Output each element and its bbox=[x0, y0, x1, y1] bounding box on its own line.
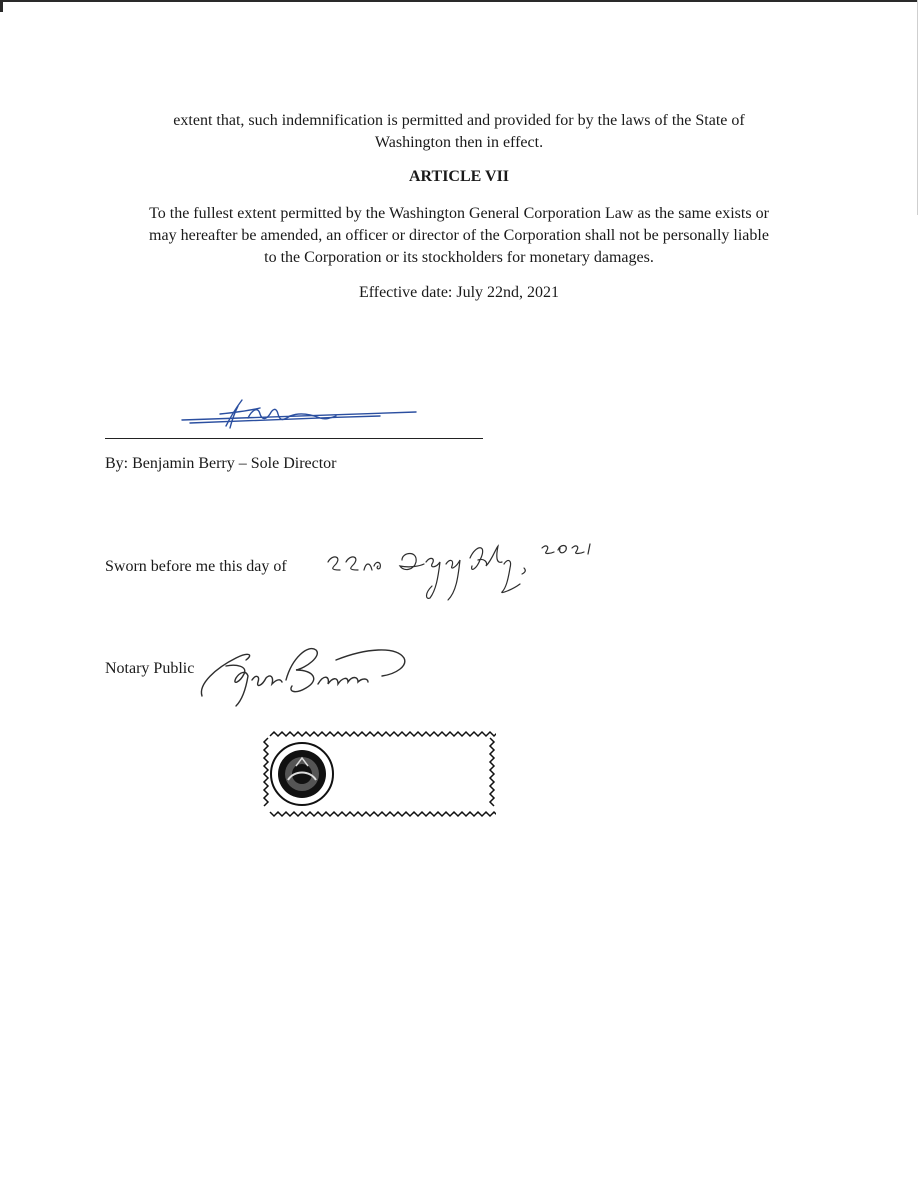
paragraph-line: extent that, such indemnification is permitted and provided for by the laws of the State of bbox=[173, 112, 745, 129]
notary-signature bbox=[196, 640, 416, 710]
article-body-line: To the fullest extent permitted by the Washington General Corporation Law as the same exists or bbox=[149, 205, 769, 222]
handwritten-sworn-date bbox=[320, 538, 630, 608]
signed-by-label: By: Benjamin Berry – Sole Director bbox=[105, 455, 337, 472]
signature-line bbox=[105, 438, 483, 439]
state-seal-icon bbox=[271, 743, 333, 805]
notary-stamp bbox=[262, 730, 496, 818]
article-body bbox=[0, 203, 918, 269]
effective-date: Effective date: July 22nd, 2021 bbox=[358, 284, 560, 301]
article-body-line: may hereafter be amended, an officer or director of the Corporation shall not be personally liable bbox=[149, 227, 769, 244]
notary-public-label: Notary Public bbox=[105, 660, 195, 677]
notary-stamp-graphic bbox=[262, 730, 496, 818]
article-heading: ARTICLE VII bbox=[408, 168, 510, 185]
sworn-label: Sworn before me this day of bbox=[105, 558, 287, 575]
paragraph-line: Washington then in effect. bbox=[374, 134, 544, 151]
article-body-line: to the Corporation or its stockholders for monetary damages. bbox=[264, 249, 654, 266]
director-signature bbox=[180, 396, 420, 434]
top-edge-rule bbox=[0, 0, 918, 2]
paragraph-continuation bbox=[0, 110, 918, 154]
top-left-corner-mark bbox=[0, 0, 3, 12]
